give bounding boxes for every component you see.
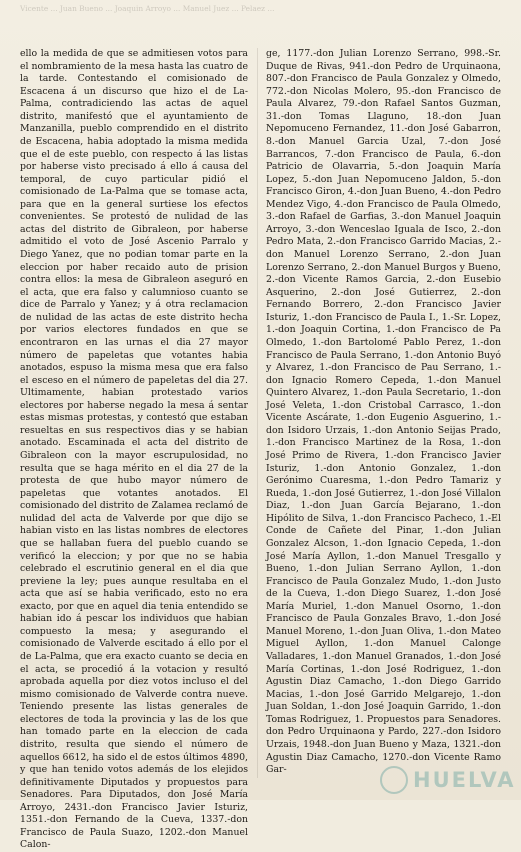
archive-watermark <box>380 765 520 795</box>
text-column-left <box>20 48 248 851</box>
body-paragraph-right: ge, 1177.-don Julian Lorenzo Serrano, 998.-Sr. Duque de Rivas, 941.-don Pedro de Urquinaona, 807.-don Francisco de Paula Gonzalez y Olmedo, 772.-don Nicolas Molero, 95.-don Francisco de Paula Alvarez, 79.-don Rafael Santos Guzman, 31.-don Tomas Llaguno, 18.-don Juan Nepomuceno Fernandez, 11.-don José Gabarron, 8.-don Manuel Garcia Uzal, 7.-don José Barrancos, 7.-don Francisco de Paula, 6.-don Patricio de Olavarria, 5.-don Joaquin María Lopez, 5.-don Juan Nepomuceno Jaldon, 5.-don Francisco Giron, 4.-don Juan Bueno, 4.-don Pedro Mendez Vigo, 4.-don Francisco de Paula Olmedo, 3.-don Rafael de Garfias, 3.-don Manuel Joaquin Arroyo, 3.-don Wenceslao Iguala de Isco, 2.-don Pedro Mata, 2.-don Francisco Garrido Macias, 2.-don Manuel Lorenzo Serrano, 2.-don Juan Lorenzo Serrano, 2.-don Manuel Burgos y Bueno, 2.-don Vicente Ramos Garcia, 2.-don Eusebio Asquerino, 2.-don José Gutierrez, 2.-don Fernando Borrero, 2.-don Francisco Javier Isturiz, 1.-don Francisco de Paula I., 1.-Sr. Lopez, 1.-don Joaquin Cortina, 1.-don Francisco de Pa Olmedo, 1.-don Bartolomé Pablo Perez, 1.-don Francisco de Paula Serrano, 1.-don Antonio Buyó y Alvarez, 1.-don Francisco de Pau Serrano, 1.-don Ignacio Romero Cepeda, 1.-don Manuel Quintero Alvarez, 1.-don Paula Secretario, 1.-don José Veleta, 1.-don Cristobal Carrasco, 1.-don Vicente Ascárate, 1.-don Eugenio Asguerino, 1.-don Isidoro Urzais, 1.-don Antonio Seijas Prado, 1.-don Francisco Martinez de la Rosa, 1.-don José Primo de Rivera, 1.-don Francisco Javier Isturiz, 1.-don Antonio Gonzalez, 1.-don Gerónimo Cuaresma, 1.-don Pedro Tamariz y Rueda, 1.-don José Gutierrez, 1.-don José Villalon Diaz, 1.-don Juan García Bejarano, 1.-don Hipólito de Silva, 1.-don Francisco Pacheco, 1.-El Conde de Cañete del Pinar, 1.-don Julian Gonzalez Alcson, 1.-don Ignacio Cepeda, 1.-don José María Ayllon, 1.-don Manuel Tresgallo y Bueno, 1.-don Julian Serrano Ayllon, 1.-don Francisco de Paula Gonzalez Mudo, 1.-don Justo de la Cueva, 1.-don Diego Suarez, 1.-don José María Muriel, 1.-don Manuel Osorno, 1.-don Francisco de Paula Gonzales Bravo, 1.-don José Manuel Moreno, 1.-don Juan Oliva, 1.-don Mateo Miguel Ayllon, 1.-don Manuel Calonge Valladares, 1.-don Manuel Granados, 1.-don José María Cortinas, 1.-don José Rodriguez, 1.-don Agustin Diaz Camacho, 1.-don Diego Garrido Macias, 1.-don José Garrido Melgarejo, 1.-don Juan Soldan, 1.-don José Joaquin Garrido, 1.-don Tomas Rodriguez, 1. Propuestos para Senadores. don Pedro Urquinaona y Pardo, 227.-don Isidoro Urzais, 1948.-don Juan Bueno y Maza, 1321.-don Agustin Diaz Camacho, 1270.-don Vicente Ramo Gar- <box>266 48 502 776</box>
body-paragraph-left: ello la medida de que se admitiesen votos para el nombramiento de la mesa hasta las cuatro de la tarde. Contestando el comisionado de Escacena á un discurso que hizo el de La-Palma, contradiciendo las actas de aquel distrito, manifestó que el ayuntamiento de Manzanilla, pueblo comprendido en el distrito de Escacena, habia adoptado la misma medida que el de este pueblo, con respecto á las listas por haberse visto precisado á ello á causa del temporal, de cuyo particular pidió el comisionado de La-Palma que se tomase acta, para que en la general surtiese los efectos convenientes. Se protestó de nulidad de las actas del distrito de Gibraleon, por haberse admitido el voto de José Ascenio Parralo y Diego Yanez, que no podian tomar parte en la eleccion por haber recaido auto de prision contra ellos: la mesa de Gibraleon aseguró en el acta, que era falso y calumnioso cuanto se dice de Parralo y Yanez; y á otra reclamacion de nulidad de las actas de este distrito hecha por varios electores fundados en que se encontraron en las urnas el dia 27 mayor número de papeletas que votantes habia anotados, espuso la misma mesa que era falso el esceso en el número de papeletas del dia 27. Ultimamente, habian protestado varios electores por haberse negado la mesa á sentar estas mismas protestas, y contestó que estaban resueltas en sus respectivos dias y se habian anotado. Escaminada el acta del distrito de Gibraleon con la mayor escrupulosidad, no resulta que se haga mérito en el dia 27 de la protesta de que hubo mayor número de papeletas que votantes anotados. El comisionado del distrito de Zalamea reclamó de nulidad del acta de Valverde por que dijo se habian visto en las listas nombres de electores que se hallaban fuera del pueblo cuando se verificó la eleccion; y por que no se habia celebrado el escrutinio general en el dia que previene la ley; pues aunque resultaba en el acta que así se habia verificado, esto no era exacto, por que en aquel dia tenia entendido se habian ido á pescar los individuos que habian compuesto la mesa; y asegurando el comisionado de Valverde escitado á ello por el de La-Palma, que era exacto cuanto se decia en el acta, se procedió á la votacion y resultó aprobada aquella por diez votos incluso el del mismo comisionado de Valverde contra nueve. Teniendo presente las listas generales de electores de toda la provincia y las de los que han tomado parte en la eleccion de cada distrito, resulta que siendo el número de aquellos 6612, ha sido el de estos últimos 4890, y que han tenido votos además de los elejidos definitivamente Diputados y propuestos para Senadores. Para Diputados, don José María Arroyo, 2431.-don Francisco Javier Isturiz, 1351.-don Fernando de la Cueva, 1337.-don Francisco de Paula Suazo, 1202.-don Manuel Calon- <box>20 48 248 851</box>
column-divider <box>257 48 258 778</box>
text-column-right <box>266 48 501 788</box>
watermark-emblem-icon <box>380 766 408 794</box>
bleed-through-text: Vicente ... Juan Bueno ... Joaquin Arroyo ... Manuel Juez ... Pelaez ... <box>20 4 275 13</box>
watermark-text: HUELVA <box>413 768 516 792</box>
